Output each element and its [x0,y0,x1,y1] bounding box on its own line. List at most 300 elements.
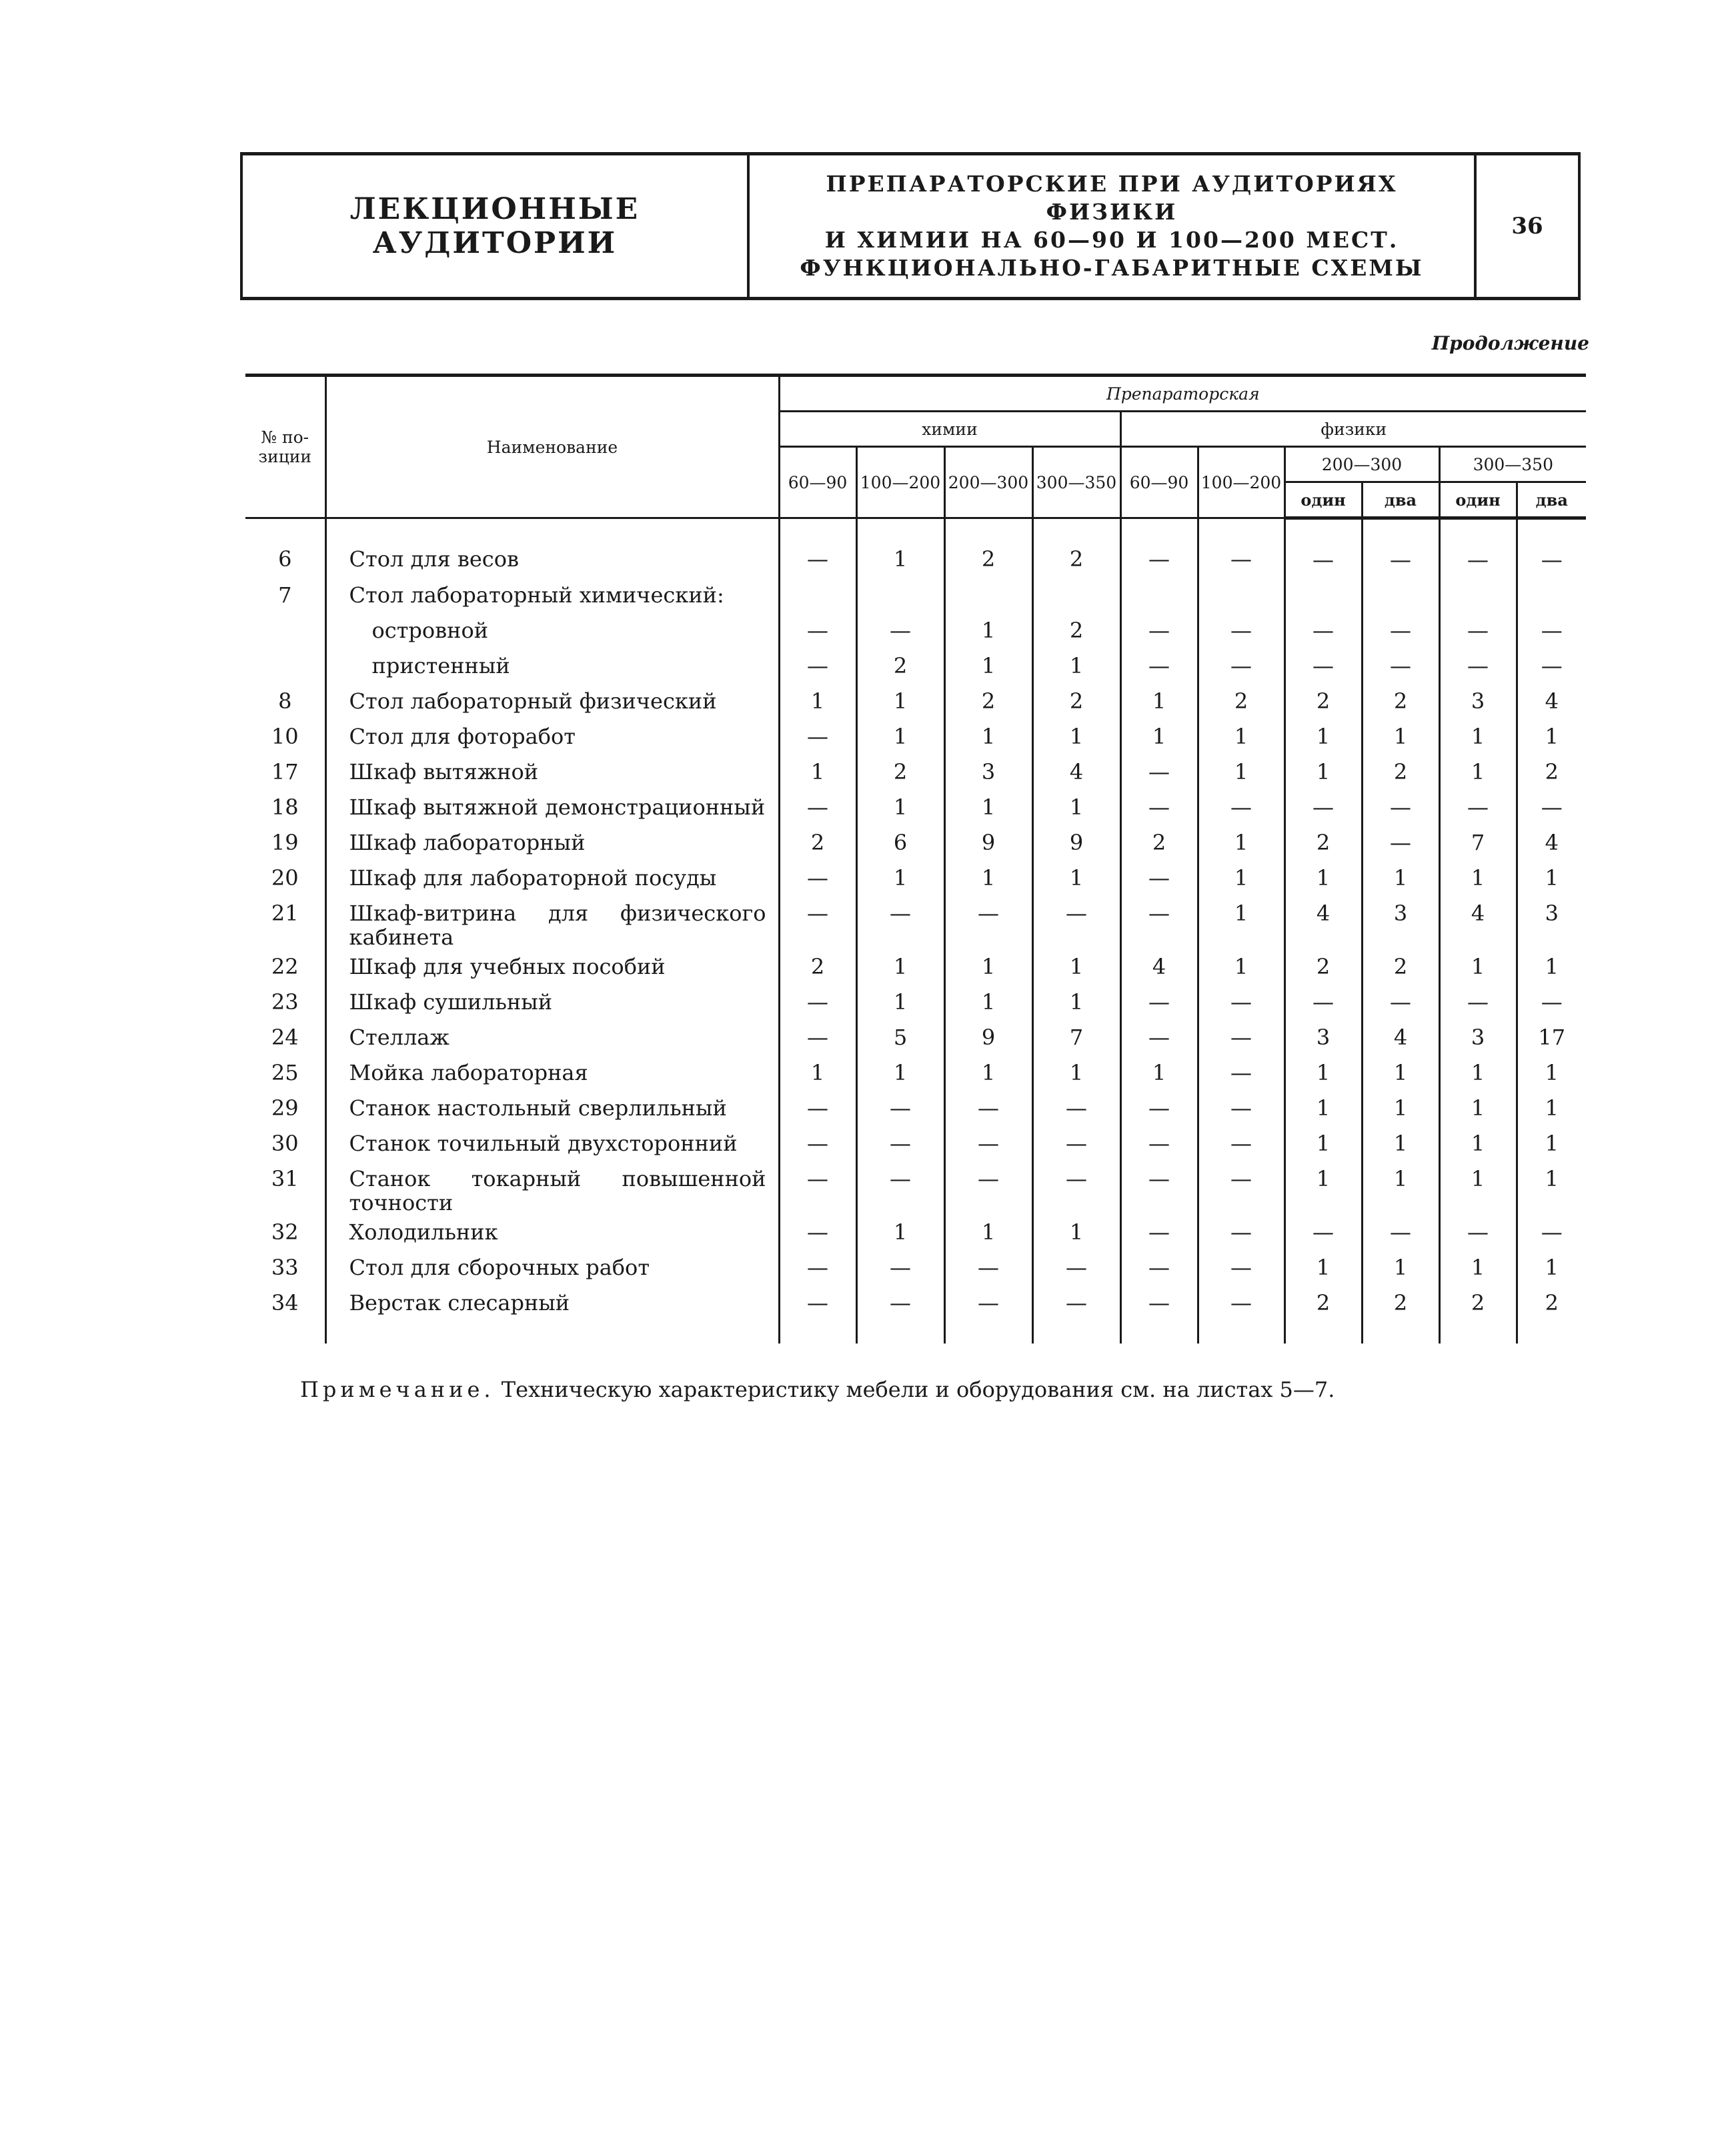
name-text: Стол лабораторный химический: [349,582,724,608]
value-cell [1284,578,1362,613]
value-cell: 1 [1284,719,1362,754]
value-cell: — [1362,790,1439,825]
value-cell [1120,578,1198,613]
value-cell: 2 [1517,1285,1586,1344]
value-cell: — [1439,518,1517,578]
value-cell: 1 [1439,1161,1517,1215]
value-cell: 1 [1362,719,1439,754]
value-cell: — [1120,1250,1198,1285]
name-cell [325,684,779,719]
value-cell: — [779,1020,856,1055]
value-cell: 1 [944,719,1032,754]
value-cell: — [1032,896,1120,949]
value-cell: 3 [1517,896,1586,949]
value-cell: — [1120,1020,1198,1055]
table-row [245,1126,1586,1161]
value-cell: — [779,790,856,825]
value-cell: 1 [1439,754,1517,790]
value-cell: 1 [856,518,944,578]
value-cell: 1 [1120,719,1198,754]
value-cell: 1 [1517,1161,1586,1215]
name-text: Шкаф-витрина для физического кабинета [349,901,766,950]
name-cell [325,1091,779,1126]
position-cell: 20 [245,861,325,896]
value-cell: — [779,719,856,754]
value-cell: 1 [1284,1055,1362,1091]
header-chem-300-350: 300—350 [1032,447,1120,518]
table-row [245,754,1586,790]
value-cell: 1 [944,613,1032,648]
value-cell: — [1517,648,1586,684]
value-cell: 2 [944,518,1032,578]
value-cell: — [1439,1215,1517,1250]
header-chem-100-200: 100—200 [856,447,944,518]
name-text: Шкаф для учебных пособий [349,954,666,979]
header-group-physics: физики [1120,412,1586,447]
value-cell: — [1120,896,1198,949]
value-cell: 2 [856,648,944,684]
value-cell: 1 [1284,754,1362,790]
value-cell: 1 [1284,1126,1362,1161]
value-cell: 2 [1362,754,1439,790]
value-cell: — [1120,1126,1198,1161]
value-cell: — [1284,985,1362,1020]
value-cell: — [1198,648,1284,684]
value-cell: — [1362,648,1439,684]
name-text: Шкаф вытяжной демонстрационный [349,794,766,820]
value-cell: — [856,1161,944,1215]
name-text: Стол для весов [349,546,519,572]
value-cell: — [1120,790,1198,825]
value-cell: 2 [856,754,944,790]
continuation-label: Продолжение [1431,332,1589,354]
table-body [245,518,1586,1344]
header-phys-100-200: 100—200 [1198,447,1284,518]
value-cell: — [779,648,856,684]
value-cell: 9 [944,1020,1032,1055]
value-cell: 2 [1198,684,1284,719]
value-cell: 1 [1032,861,1120,896]
name-cell [325,985,779,1020]
value-cell: 9 [1032,825,1120,861]
sheet-title-line: ФУНКЦИОНАЛЬНО-ГАБАРИТНЫЕ СХЕМЫ [800,255,1424,281]
value-cell: — [779,1091,856,1126]
value-cell: 1 [1517,949,1586,985]
value-cell: 1 [1439,1055,1517,1091]
value-cell: — [856,1285,944,1344]
value-cell: 1 [1517,1126,1586,1161]
value-cell: 5 [856,1020,944,1055]
name-cell [325,518,779,578]
name-text: Шкаф вытяжной [349,759,539,784]
value-cell: 2 [779,949,856,985]
header-name: Наименование [325,376,779,518]
position-cell: 8 [245,684,325,719]
value-cell: — [1120,861,1198,896]
value-cell: 2 [1362,1285,1439,1344]
value-cell: — [1198,1285,1284,1344]
name-cell [325,896,779,949]
value-cell: — [1198,1161,1284,1215]
value-cell: 1 [1362,1161,1439,1215]
value-cell: — [1517,985,1586,1020]
value-cell: 1 [856,1215,944,1250]
value-cell: — [1198,518,1284,578]
table-row [245,825,1586,861]
value-cell: — [1120,1161,1198,1215]
value-cell: — [1032,1091,1120,1126]
value-cell: — [1198,1020,1284,1055]
table-row [245,1055,1586,1091]
name-cell [325,1055,779,1091]
value-cell: 1 [856,985,944,1020]
value-cell: — [779,518,856,578]
value-cell: 2 [1439,1285,1517,1344]
value-cell: 1 [779,684,856,719]
value-cell: — [1198,1250,1284,1285]
value-cell: 1 [1284,861,1362,896]
value-cell: 1 [944,648,1032,684]
position-cell: 32 [245,1215,325,1250]
value-cell: — [1517,1215,1586,1250]
value-cell: 2 [1284,825,1362,861]
value-cell: 1 [1198,754,1284,790]
position-cell: 30 [245,1126,325,1161]
value-cell: — [1439,985,1517,1020]
name-cell [325,1250,779,1285]
value-cell: 6 [856,825,944,861]
name-cell [325,1126,779,1161]
value-cell: 2 [1284,684,1362,719]
name-cell [325,1285,779,1344]
value-cell: — [856,1126,944,1161]
value-cell: 1 [1362,1250,1439,1285]
value-cell: 4 [1362,1020,1439,1055]
value-cell: 17 [1517,1020,1586,1055]
value-cell: — [1284,790,1362,825]
name-text: Стол для сборочных работ [349,1255,650,1280]
table-row [245,1250,1586,1285]
value-cell: — [1362,985,1439,1020]
value-cell: 1 [944,790,1032,825]
name-cell [325,1215,779,1250]
value-cell: 4 [1439,896,1517,949]
value-cell: — [1198,1126,1284,1161]
value-cell: 2 [944,684,1032,719]
value-cell: — [1517,613,1586,648]
value-cell: 1 [944,1215,1032,1250]
position-cell [245,648,325,684]
value-cell: 1 [1284,1250,1362,1285]
value-cell: — [1362,518,1439,578]
name-cell [325,754,779,790]
value-cell: 1 [1517,1055,1586,1091]
value-cell: — [779,1250,856,1285]
header-chem-200-300: 200—300 [944,447,1032,518]
table-row [245,1161,1586,1215]
name-text: Мойка лабораторная [349,1060,588,1085]
value-cell: — [944,896,1032,949]
name-cell [325,949,779,985]
value-cell: — [1120,754,1198,790]
value-cell: — [944,1091,1032,1126]
value-cell: 1 [1439,861,1517,896]
value-cell: 7 [1439,825,1517,861]
value-cell: 7 [1032,1020,1120,1055]
value-cell: 2 [1032,684,1120,719]
value-cell: — [1198,1091,1284,1126]
value-cell: 1 [944,861,1032,896]
table-row [245,1215,1586,1250]
value-cell: 1 [1439,719,1517,754]
header-two: два [1362,482,1439,518]
table-row [245,518,1586,578]
value-cell: 1 [856,949,944,985]
position-cell: 22 [245,949,325,985]
value-cell: — [944,1126,1032,1161]
table-row [245,985,1586,1020]
table-row [245,719,1586,754]
value-cell: 1 [1517,1091,1586,1126]
value-cell: — [779,613,856,648]
value-cell: 1 [856,684,944,719]
value-cell: — [1120,648,1198,684]
value-cell: 1 [856,861,944,896]
value-cell: — [1362,825,1439,861]
sheet-header [240,152,1581,300]
name-text: Холодильник [349,1219,498,1245]
value-cell [1439,578,1517,613]
value-cell: 1 [1439,1091,1517,1126]
position-cell: 21 [245,896,325,949]
value-cell: — [1284,1215,1362,1250]
equipment-table [245,374,1586,1344]
value-cell [1517,578,1586,613]
value-cell: — [1120,985,1198,1020]
value-cell: 1 [1439,1126,1517,1161]
value-cell: 1 [1120,684,1198,719]
value-cell: 4 [1120,949,1198,985]
name-text: островной [371,618,489,643]
name-text: Стол для фоторабот [349,724,576,749]
table-row [245,684,1586,719]
value-cell: 3 [1284,1020,1362,1055]
name-text: Шкаф лабораторный [349,830,586,855]
value-cell: — [1517,518,1586,578]
value-cell: 2 [1120,825,1198,861]
name-text: Станок точильный двухсторонний [349,1131,738,1156]
value-cell: — [1032,1161,1120,1215]
name-text: Станок настольный сверлильный [349,1095,727,1121]
name-cell [325,719,779,754]
value-cell: 1 [856,719,944,754]
footnote-label: Примечание. [300,1377,495,1402]
value-cell: — [1439,613,1517,648]
position-cell: 18 [245,790,325,825]
value-cell: — [1120,1285,1198,1344]
value-cell: 4 [1284,896,1362,949]
value-cell: — [779,985,856,1020]
position-cell: 10 [245,719,325,754]
value-cell [779,578,856,613]
value-cell: 1 [1517,719,1586,754]
value-cell: — [1198,790,1284,825]
value-cell: 1 [779,754,856,790]
value-cell: 1 [856,790,944,825]
table-row [245,648,1586,684]
header-phys-300-350: 300—350 [1439,447,1586,482]
value-cell: 1 [1032,790,1120,825]
value-cell: 1 [1032,985,1120,1020]
value-cell: 1 [1120,1055,1198,1091]
sheet-title [750,155,1477,297]
value-cell: — [944,1250,1032,1285]
value-cell: 1 [856,1055,944,1091]
table-row [245,1285,1586,1344]
value-cell: — [1198,1215,1284,1250]
value-cell [1362,578,1439,613]
value-cell: — [1032,1250,1120,1285]
sheet-title-line: И ХИМИИ НА 60—90 И 100—200 МЕСТ. [824,227,1399,253]
value-cell: — [1439,648,1517,684]
value-cell [1032,578,1120,613]
value-cell: — [856,613,944,648]
value-cell: 1 [1284,1091,1362,1126]
section-title: ЛЕКЦИОННЫЕ АУДИТОРИИ [243,155,750,297]
value-cell: — [1198,985,1284,1020]
value-cell: 1 [1032,648,1120,684]
value-cell: 1 [779,1055,856,1091]
header-position: № по- зиции [245,376,325,518]
page-number: 36 [1511,213,1543,239]
name-text: пристенный [371,653,510,678]
name-cell [325,861,779,896]
value-cell: — [1284,613,1362,648]
footnote [300,1377,1335,1402]
table-row [245,949,1586,985]
value-cell: 2 [1032,518,1120,578]
value-cell: 2 [1284,1285,1362,1344]
value-cell: — [1120,613,1198,648]
value-cell: 1 [1198,949,1284,985]
header-phys-200-300: 200—300 [1284,447,1439,482]
value-cell: 1 [1362,1126,1439,1161]
value-cell: 3 [944,754,1032,790]
position-cell: 31 [245,1161,325,1215]
value-cell: — [779,896,856,949]
position-cell: 24 [245,1020,325,1055]
value-cell: — [779,861,856,896]
header-group-preparatory: Препараторская [779,376,1586,412]
value-cell: — [944,1285,1032,1344]
position-cell [245,613,325,648]
value-cell: — [1284,518,1362,578]
position-cell: 34 [245,1285,325,1344]
value-cell [944,578,1032,613]
value-cell: — [1120,1091,1198,1126]
value-cell: — [856,896,944,949]
value-cell: 1 [1198,861,1284,896]
value-cell: — [1198,1055,1284,1091]
value-cell: 2 [1362,949,1439,985]
name-cell [325,613,779,648]
value-cell: 2 [1032,613,1120,648]
value-cell: — [1032,1285,1120,1344]
name-text: Верстак слесарный [349,1290,570,1315]
value-cell: 2 [1362,684,1439,719]
value-cell: — [779,1215,856,1250]
table-row [245,1091,1586,1126]
footnote-text: Техническую характеристику мебели и оборудования см. на листах 5—7. [494,1377,1335,1402]
name-text: Станок токарный повышенной точности [349,1166,766,1215]
value-cell: — [1120,518,1198,578]
value-cell: — [944,1161,1032,1215]
value-cell: 2 [1517,754,1586,790]
position-cell: 6 [245,518,325,578]
value-cell: — [1198,613,1284,648]
value-cell: 9 [944,825,1032,861]
value-cell: 1 [1439,1250,1517,1285]
value-cell: — [1517,790,1586,825]
table-row [245,861,1586,896]
value-cell: 1 [1032,719,1120,754]
value-cell: 4 [1517,684,1586,719]
header-chem-60-90: 60—90 [779,447,856,518]
value-cell: 1 [1362,1091,1439,1126]
value-cell: — [779,1161,856,1215]
header-phys-60-90: 60—90 [1120,447,1198,518]
value-cell [856,578,944,613]
value-cell: 1 [1284,1161,1362,1215]
value-cell: 1 [1198,719,1284,754]
value-cell: 1 [1032,949,1120,985]
value-cell: — [779,1285,856,1344]
name-cell [325,825,779,861]
table-row [245,613,1586,648]
value-cell: 1 [1362,861,1439,896]
name-cell [325,578,779,613]
value-cell: — [856,1091,944,1126]
value-cell: 3 [1439,1020,1517,1055]
position-cell: 7 [245,578,325,613]
value-cell: — [1439,790,1517,825]
name-cell [325,1161,779,1215]
position-cell: 19 [245,825,325,861]
value-cell: 1 [944,985,1032,1020]
value-cell: 3 [1362,896,1439,949]
value-cell: 1 [1198,896,1284,949]
value-cell: — [856,1250,944,1285]
position-cell: 23 [245,985,325,1020]
value-cell: 1 [944,1055,1032,1091]
value-cell: — [1362,1215,1439,1250]
header-one: один [1284,482,1362,518]
value-cell: 2 [779,825,856,861]
value-cell: 1 [1032,1215,1120,1250]
value-cell: 1 [944,949,1032,985]
value-cell: 4 [1517,825,1586,861]
value-cell: 1 [1362,1055,1439,1091]
name-text: Шкаф для лабораторной посуды [349,865,717,891]
table-row [245,578,1586,613]
table-row [245,790,1586,825]
value-cell: 1 [1517,861,1586,896]
value-cell: 4 [1032,754,1120,790]
header-one: один [1439,482,1517,518]
table-row [245,896,1586,949]
value-cell: — [1120,1215,1198,1250]
name-cell [325,1020,779,1055]
